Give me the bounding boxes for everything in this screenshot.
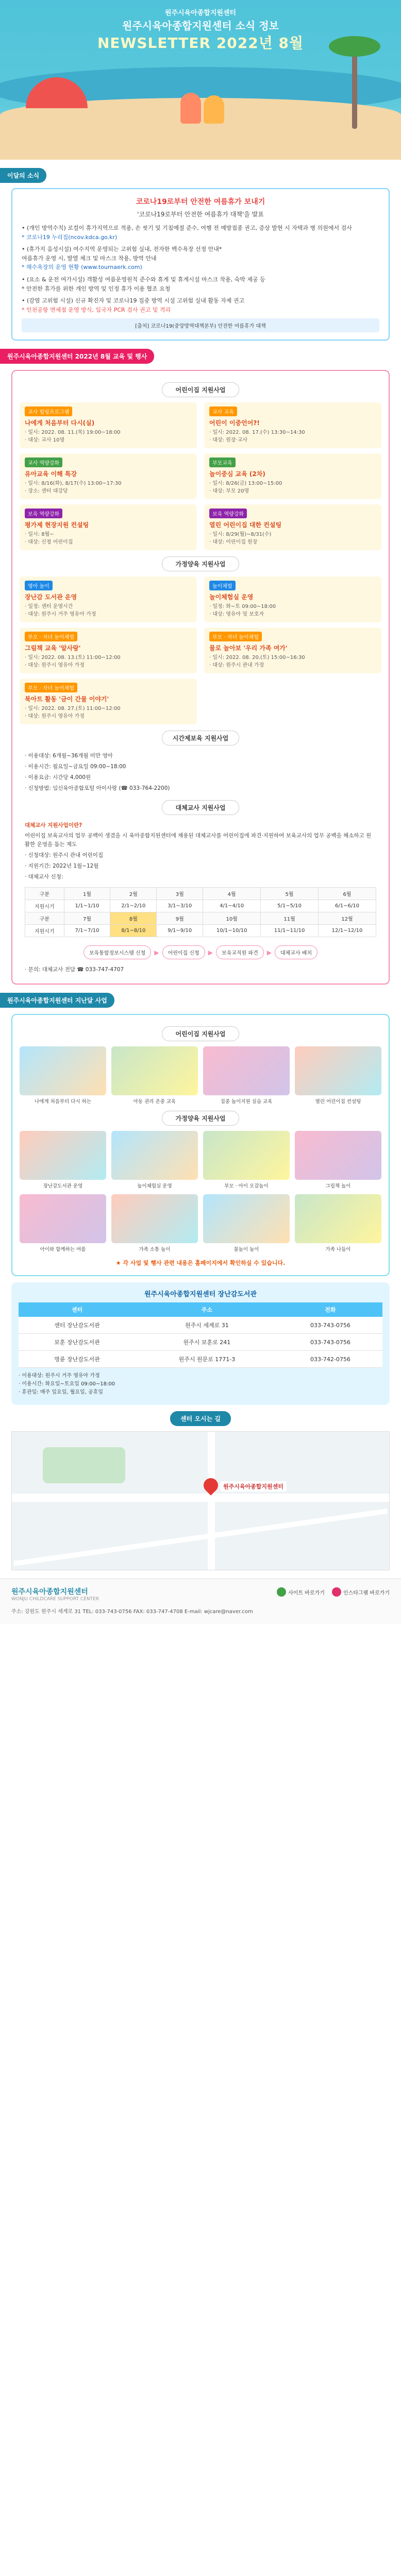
table-cell: 033-742-0756 xyxy=(278,1351,382,1368)
notice-paragraph xyxy=(22,275,379,293)
location-map[interactable] xyxy=(11,1431,390,1570)
event-tag: 보육 역량강화 xyxy=(209,509,247,518)
table-header: 구분 xyxy=(25,912,64,925)
notice-text: * 안전한 휴가를 위한 개인 방역 및 인정 휴가 이용 협조 요청 xyxy=(22,285,171,292)
locations-notes xyxy=(19,1372,382,1397)
event-title: 북아트 활동 '금이 간물 이야기' xyxy=(25,696,109,703)
locations-section xyxy=(0,1282,401,1405)
header-title: 원주시육아종합지원센터 소식 정보 xyxy=(122,20,279,32)
hero-banner xyxy=(0,0,401,160)
footer-logo-subtitle: WONJU CHILDCARE SUPPORT CENTER xyxy=(11,1597,99,1602)
table-row xyxy=(19,1334,382,1351)
event-title: 놀이체험실 운영 xyxy=(209,594,254,601)
arrow-right-icon: ▶ xyxy=(208,948,213,956)
family-illustration xyxy=(175,82,232,124)
photo-caption: 가족 소통 놀이 xyxy=(139,1247,171,1253)
event-card[interactable] xyxy=(20,453,197,499)
category-time-care: 시간제보육 지원사업 xyxy=(162,731,239,745)
photo-item[interactable] xyxy=(203,1046,290,1105)
photo-image xyxy=(203,1046,290,1095)
table-row xyxy=(25,900,376,912)
map-title-label: 센터 오시는 길 xyxy=(170,1411,231,1426)
table-header: 2월 xyxy=(110,888,157,900)
event-target: · 대상: 원주시 영유아 가정 xyxy=(25,714,85,720)
event-card[interactable] xyxy=(204,453,381,499)
site-link-label: 사이트 바로가기 xyxy=(288,1590,325,1596)
table-cell: 보훈 장난감도서관 xyxy=(19,1334,136,1351)
table-header: 3월 xyxy=(157,888,203,900)
table-header: 주소 xyxy=(136,1302,278,1317)
table-header: 10월 xyxy=(203,912,261,925)
notice-label: 이달의 소식 xyxy=(0,168,46,183)
event-date: · 일시: 8/26(금) 13:00~15:00 xyxy=(209,481,282,487)
photo-item[interactable] xyxy=(20,1194,106,1252)
event-title: 그림책 교육 '알사랑' xyxy=(25,645,81,652)
newsletter-title: NEWSLETTER 2022년 8월 xyxy=(97,35,304,52)
event-card[interactable] xyxy=(20,577,197,622)
event-target: · 대상: 원주시 거주 영유아 가정 xyxy=(25,612,96,618)
event-title: 나에게 처음부터 다시(실) xyxy=(25,419,95,427)
info-line: · 이용대상: 6개월~36개월 미만 영아 xyxy=(25,753,113,759)
photo-caption: 놀이체험실 운영 xyxy=(137,1183,172,1190)
event-target: · 대상: 원주시 영유아 가정 xyxy=(25,663,85,669)
event-target: · 대상: 교사 10명 xyxy=(25,437,65,444)
event-date: · 일정: 화~토 09:00~18:00 xyxy=(209,604,276,610)
table-header: 4월 xyxy=(203,888,261,900)
past-label: 원주시육아종합지원센터 지난달 사업 xyxy=(0,993,114,1008)
photo-image xyxy=(111,1131,198,1180)
instagram-link[interactable] xyxy=(332,1587,390,1597)
substitute-description: 어린이집 보육교사의 업무 공백이 생겼을 시 육아종합지원센터에 채용된 대체교사를 어린이집에 파견·지원하여 보육교사의 업무 공백을 해소하고 원활한 운영을 돕는 제도 xyxy=(25,833,372,848)
photo-item[interactable] xyxy=(203,1194,290,1252)
table-cell: 10/1~10/10 xyxy=(203,925,261,937)
event-date: · 일시: 2022. 08. 27.(토) 11:00~12:00 xyxy=(25,706,121,712)
event-title: 어린이 이중언어?! xyxy=(209,419,260,427)
photo-caption: 부모 · 아이 오감놀이 xyxy=(224,1183,269,1190)
event-title: 평가제 현장지원 컨설팅 xyxy=(25,521,89,529)
info-line: · 신청방법: 임신육아종합포털 아이사랑 (☎ 033-764-2200) xyxy=(25,785,170,791)
photo-item[interactable] xyxy=(20,1131,106,1189)
event-tag: 영아 놀이 xyxy=(25,581,53,590)
photo-caption: 열린 어린이집 컨설팅 xyxy=(315,1099,361,1105)
table-header: 7월 xyxy=(64,912,110,925)
event-date: · 일시: 8/29(월)~8/31(수) xyxy=(209,532,272,538)
event-card[interactable] xyxy=(204,628,381,673)
notice-text: • (감염 고위험 시설) 신규 확진자 및 코로나19 집중 방역 시설 고위험 실내 활동 자제 권고 xyxy=(22,297,245,304)
event-date: · 일시: 2022. 08. 20.(토) 15:00~16:30 xyxy=(209,655,305,661)
photo-image xyxy=(203,1131,290,1180)
instagram-icon xyxy=(332,1587,341,1597)
table-cell: 3/1~3/10 xyxy=(157,900,203,912)
table-header-current: 8월 xyxy=(110,912,157,925)
homepage-note: ★ 각 사업 및 행사 관련 내용은 홈페이지에서 확인하실 수 있습니다. xyxy=(115,1260,286,1267)
info-line: · 이용요금: 시간당 4,000원 xyxy=(25,774,91,781)
schedule-table-wrap xyxy=(20,882,381,940)
table-row xyxy=(25,912,376,925)
table-cell: 원주시 보훈로 241 xyxy=(136,1334,278,1351)
table-cell-current: 8/1~8/10 xyxy=(110,925,157,937)
table-cell: 4/1~4/10 xyxy=(203,900,261,912)
info-line: · 이용대상: 원주시 거주 영유아 가정 xyxy=(19,1373,100,1379)
event-tag: 부모교육 xyxy=(209,457,236,467)
flow-step: 어린이집 신청 xyxy=(162,945,205,959)
palm-trunk xyxy=(352,52,357,129)
header-logo[interactable]: 원주시육아종합지원센터 xyxy=(164,9,237,17)
contact-line: · 문의: 대체교사 전담 ☎ 033-747-4707 xyxy=(25,967,124,973)
table-cell: 033-743-0756 xyxy=(278,1317,382,1334)
notice-link[interactable]: * 코로나19 누리집(ncov.kdca.go.kr) xyxy=(22,233,118,241)
person-figure xyxy=(180,93,201,124)
map-road xyxy=(13,1509,388,1566)
table-header: 12월 xyxy=(319,912,376,925)
table-cell: 2/1~2/10 xyxy=(110,900,157,912)
event-target: · 대상: 영유아 및 보호자 xyxy=(209,612,264,618)
event-date: · 일시: 2022. 08. 17.(수) 13:30~14:30 xyxy=(209,430,305,436)
person-figure xyxy=(204,95,224,124)
footer-address: 주소: 강원도 원주시 세계로 31 TEL: 033-743-0756 FAX: 033-747-4708 E-mail: wjcare@naver.com xyxy=(11,1609,253,1615)
table-header: 센터 xyxy=(19,1302,136,1317)
info-line: · 지원기간: 2022년 1월~12월 xyxy=(25,862,99,869)
event-title: 유아교육 이해 특강 xyxy=(25,470,77,478)
event-target: · 대상: 부모 20명 xyxy=(209,488,249,495)
photo-caption: 집중 놀이지원 실습 교육 xyxy=(220,1099,273,1105)
event-card[interactable] xyxy=(204,577,381,622)
event-date: · 일시: 8월~ xyxy=(25,532,54,538)
footer-logo[interactable]: 원주시육아종합지원센터 xyxy=(11,1588,88,1597)
category-home-care-support: 가정양육 지원사업 xyxy=(162,1111,239,1126)
daycare-event-grid xyxy=(20,402,381,550)
notice-link[interactable]: * 해수욕장의 운영 현황 (www.tournaerk.com) xyxy=(22,264,142,271)
photo-item[interactable] xyxy=(203,1131,290,1189)
photo-caption: 그림책 놀이 xyxy=(325,1183,351,1190)
photo-image xyxy=(111,1194,198,1243)
table-header: 5월 xyxy=(261,888,319,900)
category-daycare-support: 어린이집 지원사업 xyxy=(162,1026,239,1041)
table-cell: 원주시 세계로 31 xyxy=(136,1317,278,1334)
map-road xyxy=(208,1432,215,1570)
events-section xyxy=(0,341,401,985)
event-tag: 교사 교육 xyxy=(209,406,237,416)
flow-step: 보육통합정보시스템 신청 xyxy=(83,945,151,959)
locations-box xyxy=(11,1282,390,1405)
table-row xyxy=(19,1302,382,1317)
info-line: · 대체교사 신청: xyxy=(25,873,63,880)
home-icon xyxy=(277,1587,286,1597)
notice-title: 코로나19로부터 안전한 여름휴가 보내기 xyxy=(136,198,265,206)
table-header: 1월 xyxy=(64,888,110,900)
home-care-event-grid xyxy=(20,577,381,724)
event-target: · 대상: 원장·교사 xyxy=(209,437,248,444)
table-cell: 센터 장난감도서관 xyxy=(19,1317,136,1334)
map-pin-icon[interactable] xyxy=(201,1475,221,1496)
category-home-care-support: 가정양육 지원사업 xyxy=(162,556,239,571)
table-row xyxy=(19,1351,382,1368)
arrow-right-icon: ▶ xyxy=(266,948,272,956)
event-title: 장난감 도서관 운영 xyxy=(25,594,77,601)
instagram-link-label: 인스타그램 바로가기 xyxy=(343,1590,390,1596)
event-card[interactable] xyxy=(204,402,381,448)
notice-section xyxy=(0,160,401,341)
photo-caption: 아동 권리 존중 교육 xyxy=(133,1099,176,1105)
application-flow xyxy=(20,945,381,959)
photo-image xyxy=(20,1194,106,1243)
photo-caption: 물놀이 놀이 xyxy=(233,1247,259,1253)
event-date: · 일정: 센터 운영시간 xyxy=(25,604,73,610)
table-header: 전화 xyxy=(278,1302,382,1317)
footer-links xyxy=(277,1587,390,1597)
arrow-right-icon: ▶ xyxy=(154,948,159,956)
photo-item[interactable] xyxy=(111,1131,198,1189)
photo-item[interactable] xyxy=(20,1046,106,1105)
time-care-info xyxy=(20,751,381,793)
notice-paragraph xyxy=(22,224,379,242)
table-cell: 6/1~6/10 xyxy=(319,900,376,912)
event-tag: 부모 · 자녀 놀이체험 xyxy=(209,632,262,641)
info-line: · 이용시간: 화요일~토요일 09:00~18:00 xyxy=(19,1381,115,1387)
table-cell: 9/1~9/10 xyxy=(157,925,203,937)
photo-caption: 나에게 처음부터 다시 하는 xyxy=(34,1099,91,1105)
map-pin-label: 원주시육아종합지원센터 xyxy=(220,1481,287,1492)
footer xyxy=(0,1579,401,1624)
event-card[interactable] xyxy=(20,504,197,550)
photo-image xyxy=(203,1194,290,1243)
event-date: · 일시: 8/16(화), 8/17(수) 13:00~17:30 xyxy=(25,481,122,487)
photo-caption: 가족 나들이 xyxy=(325,1247,351,1253)
map-title xyxy=(0,1411,401,1426)
events-box xyxy=(11,370,390,985)
site-link[interactable] xyxy=(277,1587,325,1597)
event-date: · 일시: 2022. 08. 11.(목) 19:00~18:00 xyxy=(25,430,121,436)
past-section xyxy=(0,985,401,1276)
table-header: 6월 xyxy=(319,888,376,900)
event-target: · 대상: 어린이집 원장 xyxy=(209,539,258,546)
table-cell: 033-743-0756 xyxy=(278,1334,382,1351)
table-cell: 지원시기 xyxy=(25,900,64,912)
table-row xyxy=(25,925,376,937)
photo-caption: 장난감도서관 운영 xyxy=(43,1183,83,1190)
event-title: 열린 어린이집 대한 컨설팅 xyxy=(209,521,282,529)
event-target: · 장소: 센터 대강당 xyxy=(25,488,68,495)
photo-image xyxy=(295,1131,381,1180)
category-substitute-teacher: 대체교사 지원사업 xyxy=(162,800,239,815)
event-target: · 대상: 신청 어린이집 xyxy=(25,539,73,546)
table-cell: 지원시기 xyxy=(25,925,64,937)
event-card[interactable] xyxy=(20,402,197,448)
table-row xyxy=(19,1317,382,1334)
photo-image xyxy=(111,1046,198,1095)
info-line: · 신청대상: 원주시 관내 어린이집 xyxy=(25,852,104,858)
table-row xyxy=(25,888,376,900)
photo-item[interactable] xyxy=(111,1046,198,1105)
notice-box xyxy=(11,188,390,341)
info-line: · 휴관일: 매주 일요일, 월요일, 공휴일 xyxy=(19,1389,104,1396)
notice-paragraph xyxy=(22,245,379,272)
notice-text: • (개인 방역수칙) 로컬이 휴가지역으로 적용, 손 씻기 및 기침예절 준수, 여행 전 예방접종 권고, 증상 발현 시 자택과 병 의원에서 검사 xyxy=(22,225,352,231)
photo-image xyxy=(295,1194,381,1243)
photo-image xyxy=(20,1131,106,1180)
category-daycare-support: 어린이집 지원사업 xyxy=(162,382,239,397)
table-cell: 11/1~11/10 xyxy=(261,925,319,937)
event-tag: 교사 역량강화 xyxy=(25,457,62,467)
flow-step: 보육교직원 파견 xyxy=(216,945,264,959)
substitute-title: 대체교사 지원사업이란? xyxy=(25,822,82,828)
notice-text: • (요소 & 운전 여가시설) 객활성 여름운영원칙 준수와 휴게 및 휴게시설 마스크 착용, 숙박 제공 등 xyxy=(22,276,265,283)
table-header: 구분 xyxy=(25,888,64,900)
schedule-table xyxy=(25,887,376,937)
notice-text: • (휴가지 음성시설) 여수지역 운영되는 고위험 실내, 전자한 백수욕장 선정 안내* xyxy=(22,246,222,253)
event-title: 놀이중심 교육 (2차) xyxy=(209,470,265,478)
event-card[interactable] xyxy=(20,679,197,724)
notice-paragraph xyxy=(22,296,379,314)
info-line: · 이용시간: 월요일~금요일 09:00~18:00 xyxy=(25,764,126,770)
table-cell: 1/1~1/10 xyxy=(64,900,110,912)
photo-item[interactable] xyxy=(295,1194,381,1252)
past-box xyxy=(11,1014,390,1276)
event-tag: 부모 · 자녀 놀이체험 xyxy=(25,632,77,641)
locations-table xyxy=(19,1302,382,1368)
map-road xyxy=(12,1494,389,1502)
photo-item[interactable] xyxy=(295,1131,381,1189)
table-cell: 12/1~12/10 xyxy=(319,925,376,937)
photo-image xyxy=(295,1046,381,1095)
table-cell: 7/1~7/10 xyxy=(64,925,110,937)
table-header: 11월 xyxy=(261,912,319,925)
notice-text: 여름휴가 운영 시, 발열 체크 및 마스크 착용, 방역 안내 xyxy=(22,255,157,262)
locations-title: 원주시육아종합지원센터 장난감도서관 xyxy=(144,1291,257,1299)
table-cell: 5/1~5/10 xyxy=(261,900,319,912)
event-tag: 부모 · 자녀 놀이체험 xyxy=(25,683,77,692)
map-park-area xyxy=(43,1447,125,1483)
photo-image xyxy=(20,1046,106,1095)
table-cell: 원주시 원문로 1771-3 xyxy=(136,1351,278,1368)
notice-subtitle: '코로나19로부터 안전한 여름휴가 대책'을 발표 xyxy=(137,211,264,218)
event-card[interactable] xyxy=(20,628,197,673)
event-tag: 놀이체험 xyxy=(209,581,236,590)
notice-source: [출처] 코로나19(중앙방역대책본부) 안전한 여름휴가 대책 xyxy=(22,318,379,332)
flow-step: 대체교사 배치 xyxy=(275,945,318,959)
photo-item[interactable] xyxy=(295,1046,381,1105)
photo-item[interactable] xyxy=(111,1194,198,1252)
event-date: · 일시: 2022. 08. 13.(토) 11:00~12:00 xyxy=(25,655,121,661)
table-header: 9월 xyxy=(157,912,203,925)
event-target: · 대상: 원주시 관내 가정 xyxy=(209,663,264,669)
table-cell: 명륜 장난감도서관 xyxy=(19,1351,136,1368)
past-photo-grid xyxy=(20,1131,381,1252)
photo-caption: 아이와 함께하는 여름 xyxy=(40,1247,86,1253)
event-tag: 교사 힐링프로그램 xyxy=(25,406,72,416)
notice-warning: * 인천공항 면세점 운영 방식, 입국자 PCR 검사 권고 및 격리 xyxy=(22,306,171,313)
event-title: 물로 놀아보 '우리 가족 여가' xyxy=(209,645,288,652)
event-card[interactable] xyxy=(204,504,381,550)
past-photo-grid xyxy=(20,1046,381,1105)
event-tag: 보육 역량강화 xyxy=(25,509,62,518)
events-label: 원주시육아종합지원센터 2022년 8월 교육 및 행사 xyxy=(0,349,154,364)
